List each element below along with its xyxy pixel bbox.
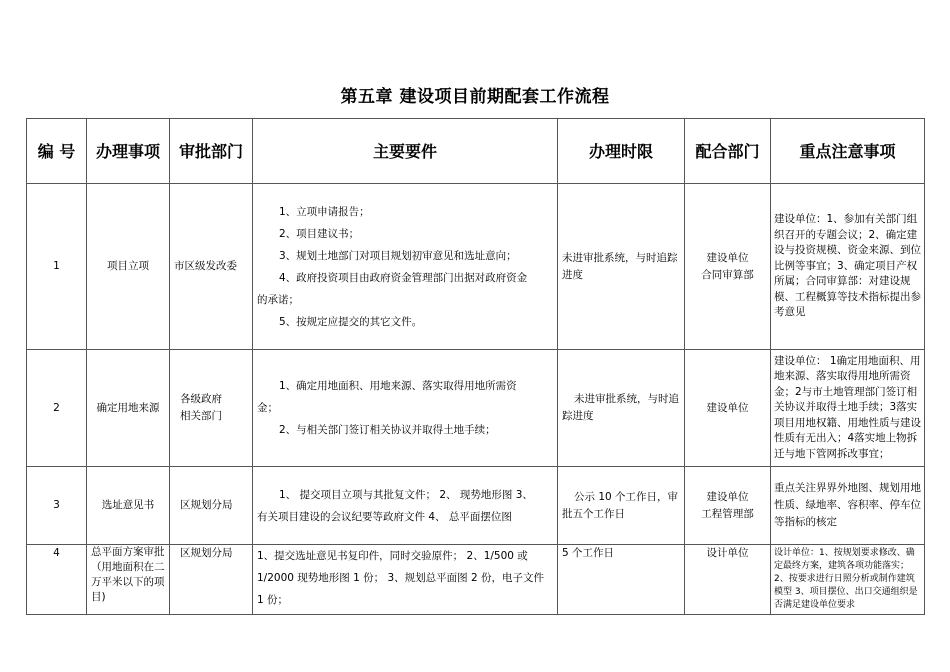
dept-line: 相关部门 [180,410,222,422]
row-number: 1 [27,184,87,350]
doc-line: 1、 提交项目立项与其批复文件； 2、 现势地形图 3、 [279,488,533,501]
row-dept [170,350,253,467]
table-row [27,184,925,350]
header-no: 编 号 [27,119,87,184]
header-time: 办理时限 [558,119,685,184]
dept-line: 各级政府 [180,393,222,405]
coop-line: 建设单位 [706,251,749,264]
header-notes: 重点注意事项 [771,119,925,184]
doc-line: 2、项目建议书； [279,227,360,240]
doc-line: 有关项目建设的会议纪要等政府文件 4、 总平面摆位图 [257,510,512,523]
header-docs: 主要要件 [253,119,558,184]
row-coop: 设计单位 [685,545,771,615]
header-item: 办理事项 [87,119,170,184]
row-time: 5 个工作日 [558,545,685,615]
doc-line: 5、按规定应提交的其它文件。 [279,315,423,328]
row-item: 确定用地来源 [87,350,170,467]
table-row [27,467,925,545]
row-item: 项目立项 [87,184,170,350]
header-coop: 配合部门 [685,119,771,184]
row-dept: 区规划分局 [170,545,253,615]
row-notes: 建设单位：1、参加有关部门组织召开的专题会议；2、确定建设与投资规模、资金来源、到位比例等事宜；3、确定项目产权所属；合同审算部：对建设规模、工程概算等技术指标提出参考意见 [771,184,925,350]
doc-line: 的承诺； [257,293,299,306]
doc-line: 1、确定用地面积、用地来源、落实取得用地所需资 [279,380,517,392]
coop-line: 建设单位 [706,490,749,503]
workflow-table [26,118,925,615]
row-item: 总平面方案审批（用地面积在二万平米以下的项目) [87,545,170,615]
row-dept: 市区级发改委 [170,184,253,350]
doc-line: 1、提交选址意见书复印件，同时交验原件； 2、1/500 或 [257,550,528,562]
page-title: 第五章 建设项目前期配套工作流程 [340,87,610,107]
row-coop [685,184,771,350]
row-coop [685,467,771,545]
row-time: 未进审批系统，与时追踪进度 [558,350,685,467]
row-coop: 建设单位 [685,350,771,467]
coop-line: 合同审算部 [701,268,754,281]
row-docs [253,467,558,545]
row-time: 公示 10 个工作日，审批五个工作日 [558,467,685,545]
doc-line: 金； [257,402,278,414]
row-number: 3 [27,467,87,545]
row-notes: 建设单位： 1确定用地面积、用地来源、落实取得用地所需资金；2与市土地管理部门签订相关协议并取得土地手续；3落实项目用地权籍、用地性质与建设性质有无出入；4落实地上物拆迁与地下管网拆改事宜； [771,350,925,467]
doc-line: 3、规划土地部门对项目规划初审意见和选址意向； [279,249,517,262]
row-item: 选址意见书 [87,467,170,545]
coop-line: 工程管理部 [701,507,754,520]
row-docs [253,184,558,350]
table-row [27,545,925,615]
doc-line: 4、政府投资项目由政府资金管理部门出据对政府资金 [279,271,528,284]
doc-line: 1 份； [257,594,289,606]
row-docs [253,350,558,467]
doc-line: 2、与相关部门签订相关协议并取得土地手续； [279,424,496,436]
doc-line: 1、立项申请报告； [279,205,370,218]
row-time: 未进审批系统，与时追踪进度 [558,184,685,350]
header-row [27,119,925,184]
row-docs [253,545,558,615]
row-dept: 区规划分局 [170,467,253,545]
row-number: 4 [27,545,87,615]
doc-line: 1/2000 现势地形图 1 份； 3、规划总平面图 2 份，电子文件 [257,572,545,584]
header-dept: 审批部门 [170,119,253,184]
row-notes: 设计单位：1、按规划要求修改、确定最终方案，建筑各项功能落实；2、按要求进行日照分析或制作建筑模型 3、项目摆位、出口交通组织是否满足建设单位要求 [771,545,925,615]
table-row [27,350,925,467]
row-number: 2 [27,350,87,467]
row-notes: 重点关注界界外地图、规划用地性质、绿地率、容积率、停车位等指标的核定 [771,467,925,545]
